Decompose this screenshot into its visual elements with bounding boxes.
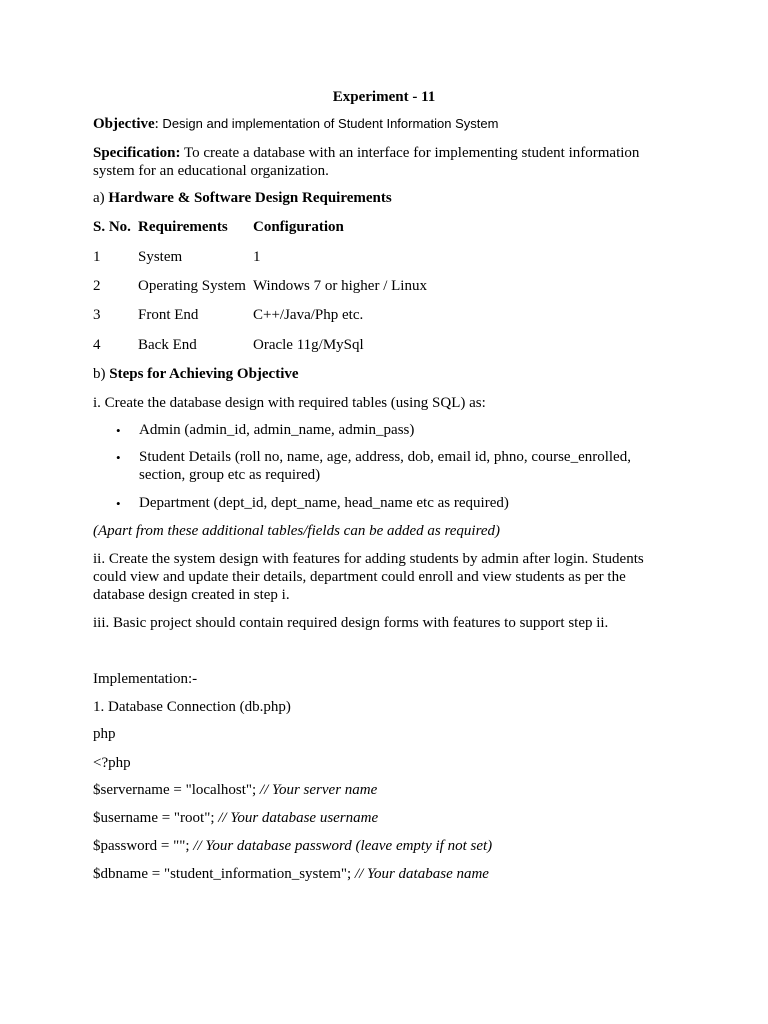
code-comment: // Your server name — [259, 782, 378, 798]
implementation-heading: Implementation:- — [93, 671, 198, 687]
code-line: $username = "root"; // Your database username — [93, 810, 379, 826]
step-i: i. Create the database design with required tables (using SQL) as: — [93, 395, 486, 411]
code-line: $password = ""; // Your database password (leave empty if not set) — [93, 838, 493, 854]
specification-label: Specification: — [93, 145, 181, 161]
specification-text: To create a database with an interface for implementing student information system for an educational organization. — [93, 145, 640, 179]
header-requirements: Requirements — [138, 219, 228, 235]
step-iii: iii. Basic project should contain required design forms with features to support step ii. — [93, 615, 609, 631]
section-b-heading: b) Steps for Achieving Objective — [93, 366, 299, 382]
step-ii: ii. Create the system design with features for adding students by admin after login. Students could view and update their details, department could enroll and view students as per the database design created in step i. — [93, 551, 644, 603]
code-open-tag: <?php — [93, 755, 131, 771]
objective-text: Design and implementation of Student Information System — [158, 116, 499, 131]
document-page: Experiment - 11 Objective: Design and implementation of Student Information System Specification: To create a database with an interface for implementing student information system for an educational organization. a) Hardware & Software Design Requirements S. No. Requirements Configuration 1 System 1 2 Operating System Windows 7 or higher / Linux 3 Front End C++/Java/Php etc. 4 Back End Oracle 11g/MySql b) Steps for Achieving Objective i. Create the database design with required tables (using SQL) as: • Admin (admin_id, admin_name, admin_pass) • Student Details (roll no, name, age, address, dob, email id, phno, course_enrolled, section, group etc as required) • Department (dept_id, dept_name, head_name etc as required) (Apart from these additional tables/fields can be added as required) ii. Create the system design with features for adding students by admin after login. Students could view and update their details, department could enroll and view students as per the database design created in step i. iii. Basic project should contain required design forms with features to support step ii. Implementation:- 1. Database Connection (db.php) php <?php $servername = "localhost"; // Your server name $username = "root"; // Your database username $password = ""; // Your database password (leave empty if not set) $dbname = "student_information_system"; // Your database name — [0, 0, 768, 1024]
code-comment: // Your database username — [218, 810, 379, 826]
code-line: $dbname = "student_information_system"; // Your database name — [93, 866, 489, 882]
bullet-icon: • — [116, 423, 121, 438]
objective-label: Objective — [93, 116, 155, 132]
db-connection-heading: 1. Database Connection (db.php) — [93, 699, 291, 715]
list-item: Department (dept_id, dept_name, head_name etc as required) — [139, 495, 509, 511]
section-a-heading: a) Hardware & Software Design Requirements — [93, 190, 392, 206]
header-configuration: Configuration — [253, 219, 344, 235]
objective-line — [93, 115, 498, 133]
bullet-icon: • — [116, 450, 121, 465]
code-comment: // Your database name — [354, 866, 489, 882]
header-sno: S. No. — [93, 219, 131, 235]
code-line: $servername = "localhost"; // Your server name — [93, 782, 378, 798]
experiment-title: Experiment - 11 — [332, 89, 436, 105]
list-item: Student Details (roll no, name, age, address, dob, email id, phno, course_enrolled, section, group etc as required) — [139, 449, 631, 483]
specification-paragraph — [93, 144, 673, 180]
objective-sep: : — [154, 116, 159, 132]
code-language-label: php — [93, 726, 116, 742]
code-comment: // Your database password (leave empty if not set) — [193, 838, 493, 854]
list-item: Admin (admin_id, admin_name, admin_pass) — [139, 422, 415, 438]
bullet-icon: • — [116, 496, 121, 511]
additional-tables-note: (Apart from these additional tables/fields can be added as required) — [93, 523, 501, 539]
